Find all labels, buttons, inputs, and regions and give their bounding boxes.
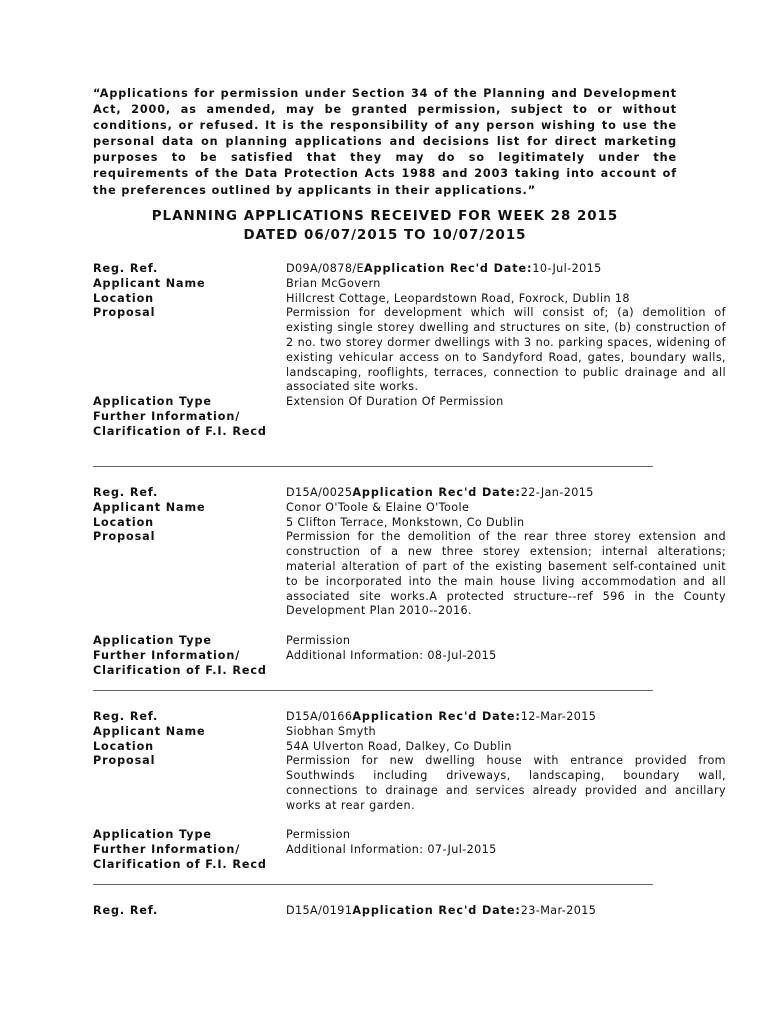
page-title	[93, 207, 677, 245]
title-line-2: DATED 06/07/2015 TO 10/07/2015	[243, 228, 527, 243]
location-label: Location	[93, 291, 155, 305]
further-info-label: Further Information/	[93, 843, 241, 857]
entry-separator	[93, 690, 653, 691]
recd-date-label: Application Rec'd Date:	[352, 486, 521, 499]
recd-date-label: Application Rec'd Date:	[352, 710, 521, 723]
further-info-value: Additional Information: 08-Jul-2015	[286, 648, 497, 662]
recd-date-value: 10-Jul-2015	[532, 262, 602, 275]
recd-date-value: 12-Mar-2015	[520, 710, 597, 723]
reg-ref-value: D15A/0166	[286, 710, 353, 723]
proposal-value: Permission for development which will consist of; (a) demolition of existing single storey dwelling and structures on site, (b) construction of 2 no. two storey dormer dwellings with 3 no. parking spaces, widening of existing vehicular access on to Sandyford Road, gates, boundary walls, landscaping, rooflights, terraces, connection to public drainage and all associated site works.	[286, 306, 726, 394]
reg-ref-label: Reg. Ref.	[93, 486, 159, 499]
application-entry	[93, 710, 726, 873]
proposal-value: Permission for new dwelling house with entrance provided from Southwinds including driveways, landscaping, boundary wall, connections to drainage and services already provided and ancillary works at rear garden.	[286, 754, 726, 812]
application-entry	[93, 486, 726, 678]
location-value: 5 Clifton Terrace, Monkstown, Co Dublin	[286, 515, 525, 529]
applicant-name-label: Applicant Name	[93, 724, 206, 738]
application-entry	[93, 262, 726, 440]
proposal-value: Permission for the demolition of the rear three storey extension and construction of a new three storey extension; internal alterations; material alteration of part of the existing basement self-contained unit to be incorporated into the main house living accommodation and all associated site works.A protected structure--ref 596 in the County Development Plan 2010--2016.	[286, 530, 726, 618]
further-info-label: Further Information/	[93, 409, 241, 423]
clarification-label: Clarification of F.I. Recd	[93, 857, 267, 871]
application-type-label: Application Type	[93, 633, 212, 647]
proposal-label: Proposal	[93, 754, 156, 768]
recd-date-label: Application Rec'd Date:	[363, 262, 533, 275]
applicant-name-value: Brian McGovern	[286, 276, 381, 290]
application-type-label: Application Type	[93, 395, 212, 409]
location-label: Location	[93, 739, 155, 753]
reg-ref-value: D15A/0191	[286, 904, 353, 917]
reg-ref-label: Reg. Ref.	[93, 904, 159, 917]
reg-ref-value: D15A/0025	[286, 486, 353, 499]
application-type-value: Permission	[286, 633, 351, 647]
intro-paragraph: “Applications for permission under Section 34 of the Planning and Development Act, 2000, as amended, may be granted permission, subject to or without conditions, or refused. It is the responsibility of any person wishing to use the personal data on planning applications and decisions list for direct marketing purposes to be satisfied that they may do so legitimately under the requirements of the Data Protection Acts 1988 and 2003 taking into account of the preferences outlined by applicants in their applications.”	[93, 87, 677, 197]
proposal-label: Proposal	[93, 530, 156, 544]
applicant-name-value: Conor O'Toole & Elaine O'Toole	[286, 500, 470, 514]
reg-ref-label: Reg. Ref.	[93, 710, 159, 723]
application-type-value: Extension Of Duration Of Permission	[286, 395, 504, 409]
applicant-name-value: Siobhan Smyth	[286, 724, 377, 738]
clarification-label: Clarification of F.I. Recd	[93, 424, 267, 438]
location-value: Hillcrest Cottage, Leopardstown Road, Foxrock, Dublin 18	[286, 291, 630, 305]
recd-date-value: 23-Mar-2015	[520, 904, 597, 917]
application-type-label: Application Type	[93, 828, 212, 842]
applicant-name-label: Applicant Name	[93, 276, 206, 290]
recd-date-value: 22-Jan-2015	[520, 486, 594, 499]
title-line-1: PLANNING APPLICATIONS RECEIVED FOR WEEK 28 2015	[151, 209, 619, 224]
proposal-label: Proposal	[93, 306, 156, 320]
reg-ref-value: D09A/0878/E	[286, 262, 364, 275]
entry-separator	[93, 466, 653, 467]
further-info-label: Further Information/	[93, 648, 241, 662]
application-entry	[93, 904, 726, 919]
further-info-value: Additional Information: 07-Jul-2015	[286, 843, 497, 857]
reg-ref-label: Reg. Ref.	[93, 262, 159, 275]
application-type-value: Permission	[286, 828, 351, 842]
recd-date-label: Application Rec'd Date:	[352, 904, 521, 917]
location-label: Location	[93, 515, 155, 529]
location-value: 54A Ulverton Road, Dalkey, Co Dublin	[286, 739, 512, 753]
further-info-value	[286, 410, 726, 425]
applicant-name-label: Applicant Name	[93, 500, 206, 514]
entry-separator	[93, 884, 653, 885]
clarification-label: Clarification of F.I. Recd	[93, 663, 267, 677]
